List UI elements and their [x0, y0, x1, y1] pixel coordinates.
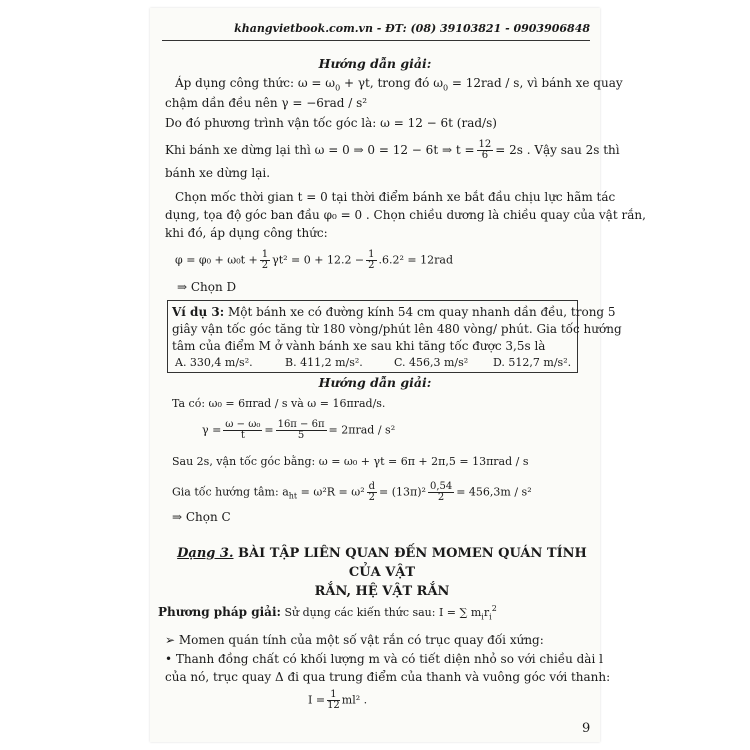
equation-gamma: γ = $\frac{\text{ω − ω₀}}{t}$ = $\frac{16\pi - 6\pi}{5}$ = 2πrad / s²: [202, 419, 396, 441]
answer-line: ⇒ Chọn D: [177, 280, 237, 294]
option-c: C. 456,3 m/s²: [394, 356, 469, 369]
paragraph-line: bánh xe dừng lại.: [165, 166, 271, 180]
book-page: [150, 8, 646, 742]
paragraph-line: Áp dụng công thức: $\omega = \omega_0 + \gamma t$, trong đó $\omega_0 = 12rad / s$, vì bánh xe quay: [175, 76, 623, 93]
paragraph-line: Chọn mốc thời gian t = 0 tại thời điểm bánh xe bắt đầu chịu lực hãm tác: [175, 190, 616, 204]
equation-phi: φ = φ₀ + ω₀t + $\frac{1}{2}$ γt² = 0 + 12.2 − $\frac{1}{2}$ .6.2² = 12rad: [175, 249, 453, 271]
example-line: tâm của điểm M ở vành bánh xe sau khi tăng tốc được 3,5s là: [172, 339, 546, 353]
section-title: Dạng 3. BÀI TẬP LIÊN QUAN ĐẾN MOMEN QUÁN TÍNH CỦA VẬT RẮN, HỆ VẬT RẮN: [177, 546, 587, 599]
page-number: 9: [582, 721, 591, 736]
paragraph-line: khi đó, áp dụng công thức:: [165, 226, 328, 240]
page-header: khangvietbook.com.vn - ĐT: (08) 39103821 - 0903906848: [234, 22, 590, 35]
paragraph-line: Khi bánh xe dừng lại thì ω = 0 ⇒ 0 = 12 − 6t ⇒ t = $\frac{12}{6}$ = 2s . Vậy sau 2s thì: [165, 139, 620, 161]
example-line: Ví dụ 3: Một bánh xe có đường kính 54 cm quay nhanh dần đều, trong 5: [172, 305, 616, 319]
paragraph-line: chậm dần đều nên γ = −6rad / s²: [165, 96, 368, 110]
equation-line: Ta có: ω₀ = 6πrad / s và ω = 16πrad/s.: [172, 397, 386, 410]
option-b: B. 411,2 m/s².: [285, 356, 363, 369]
equation-inertia: I = $\frac{1}{12}$ ml² .: [308, 689, 368, 711]
solution-heading-2: Hướng dẫn giải:: [318, 375, 432, 390]
method-line: Phương pháp giải: Sử dụng các kiến thức sau: I = ∑ $m_ir_i^2$: [158, 604, 497, 622]
bullet-line: ➢ Momen quán tính của một số vật rắn có trục quay đối xứng:: [165, 633, 544, 647]
header-rule: [162, 40, 590, 41]
option-d: D. 512,7 m/s².: [493, 356, 572, 369]
option-a: A. 330,4 m/s².: [175, 356, 253, 369]
example-line: giây vận tốc góc tăng từ 180 vòng/phút lên 480 vòng/ phút. Gia tốc hướng: [172, 322, 622, 336]
answer-line: ⇒ Chọn C: [172, 510, 231, 524]
paragraph-line: Do đó phương trình vận tốc góc là: ω = 12 − 6t (rad/s): [165, 116, 497, 130]
solution-heading-1: Hướng dẫn giải:: [318, 56, 432, 71]
bullet-line: • Thanh đồng chất có khối lượng m và có tiết diện nhỏ so với chiều dài l: [165, 652, 603, 666]
equation-line: Sau 2s, vận tốc góc bằng: ω = ω₀ + γt = 6π + 2π,5 = 13πrad / s: [172, 455, 529, 468]
paragraph-line: dụng, tọa độ góc ban đầu φ₀ = 0 . Chọn chiều dương là chiều quay của vật rắn,: [165, 208, 646, 222]
bullet-line: của nó, trục quay Δ đi qua trung điểm của thanh và vuông góc với thanh:: [165, 670, 611, 684]
equation-centripetal: Gia tốc hướng tâm: $a_{ht} = \omega^2R = \omega^2$ $\frac{d}{2}$ = (13π)² $\frac{0,54}{2}$ = 456,3m / s²: [172, 481, 532, 503]
